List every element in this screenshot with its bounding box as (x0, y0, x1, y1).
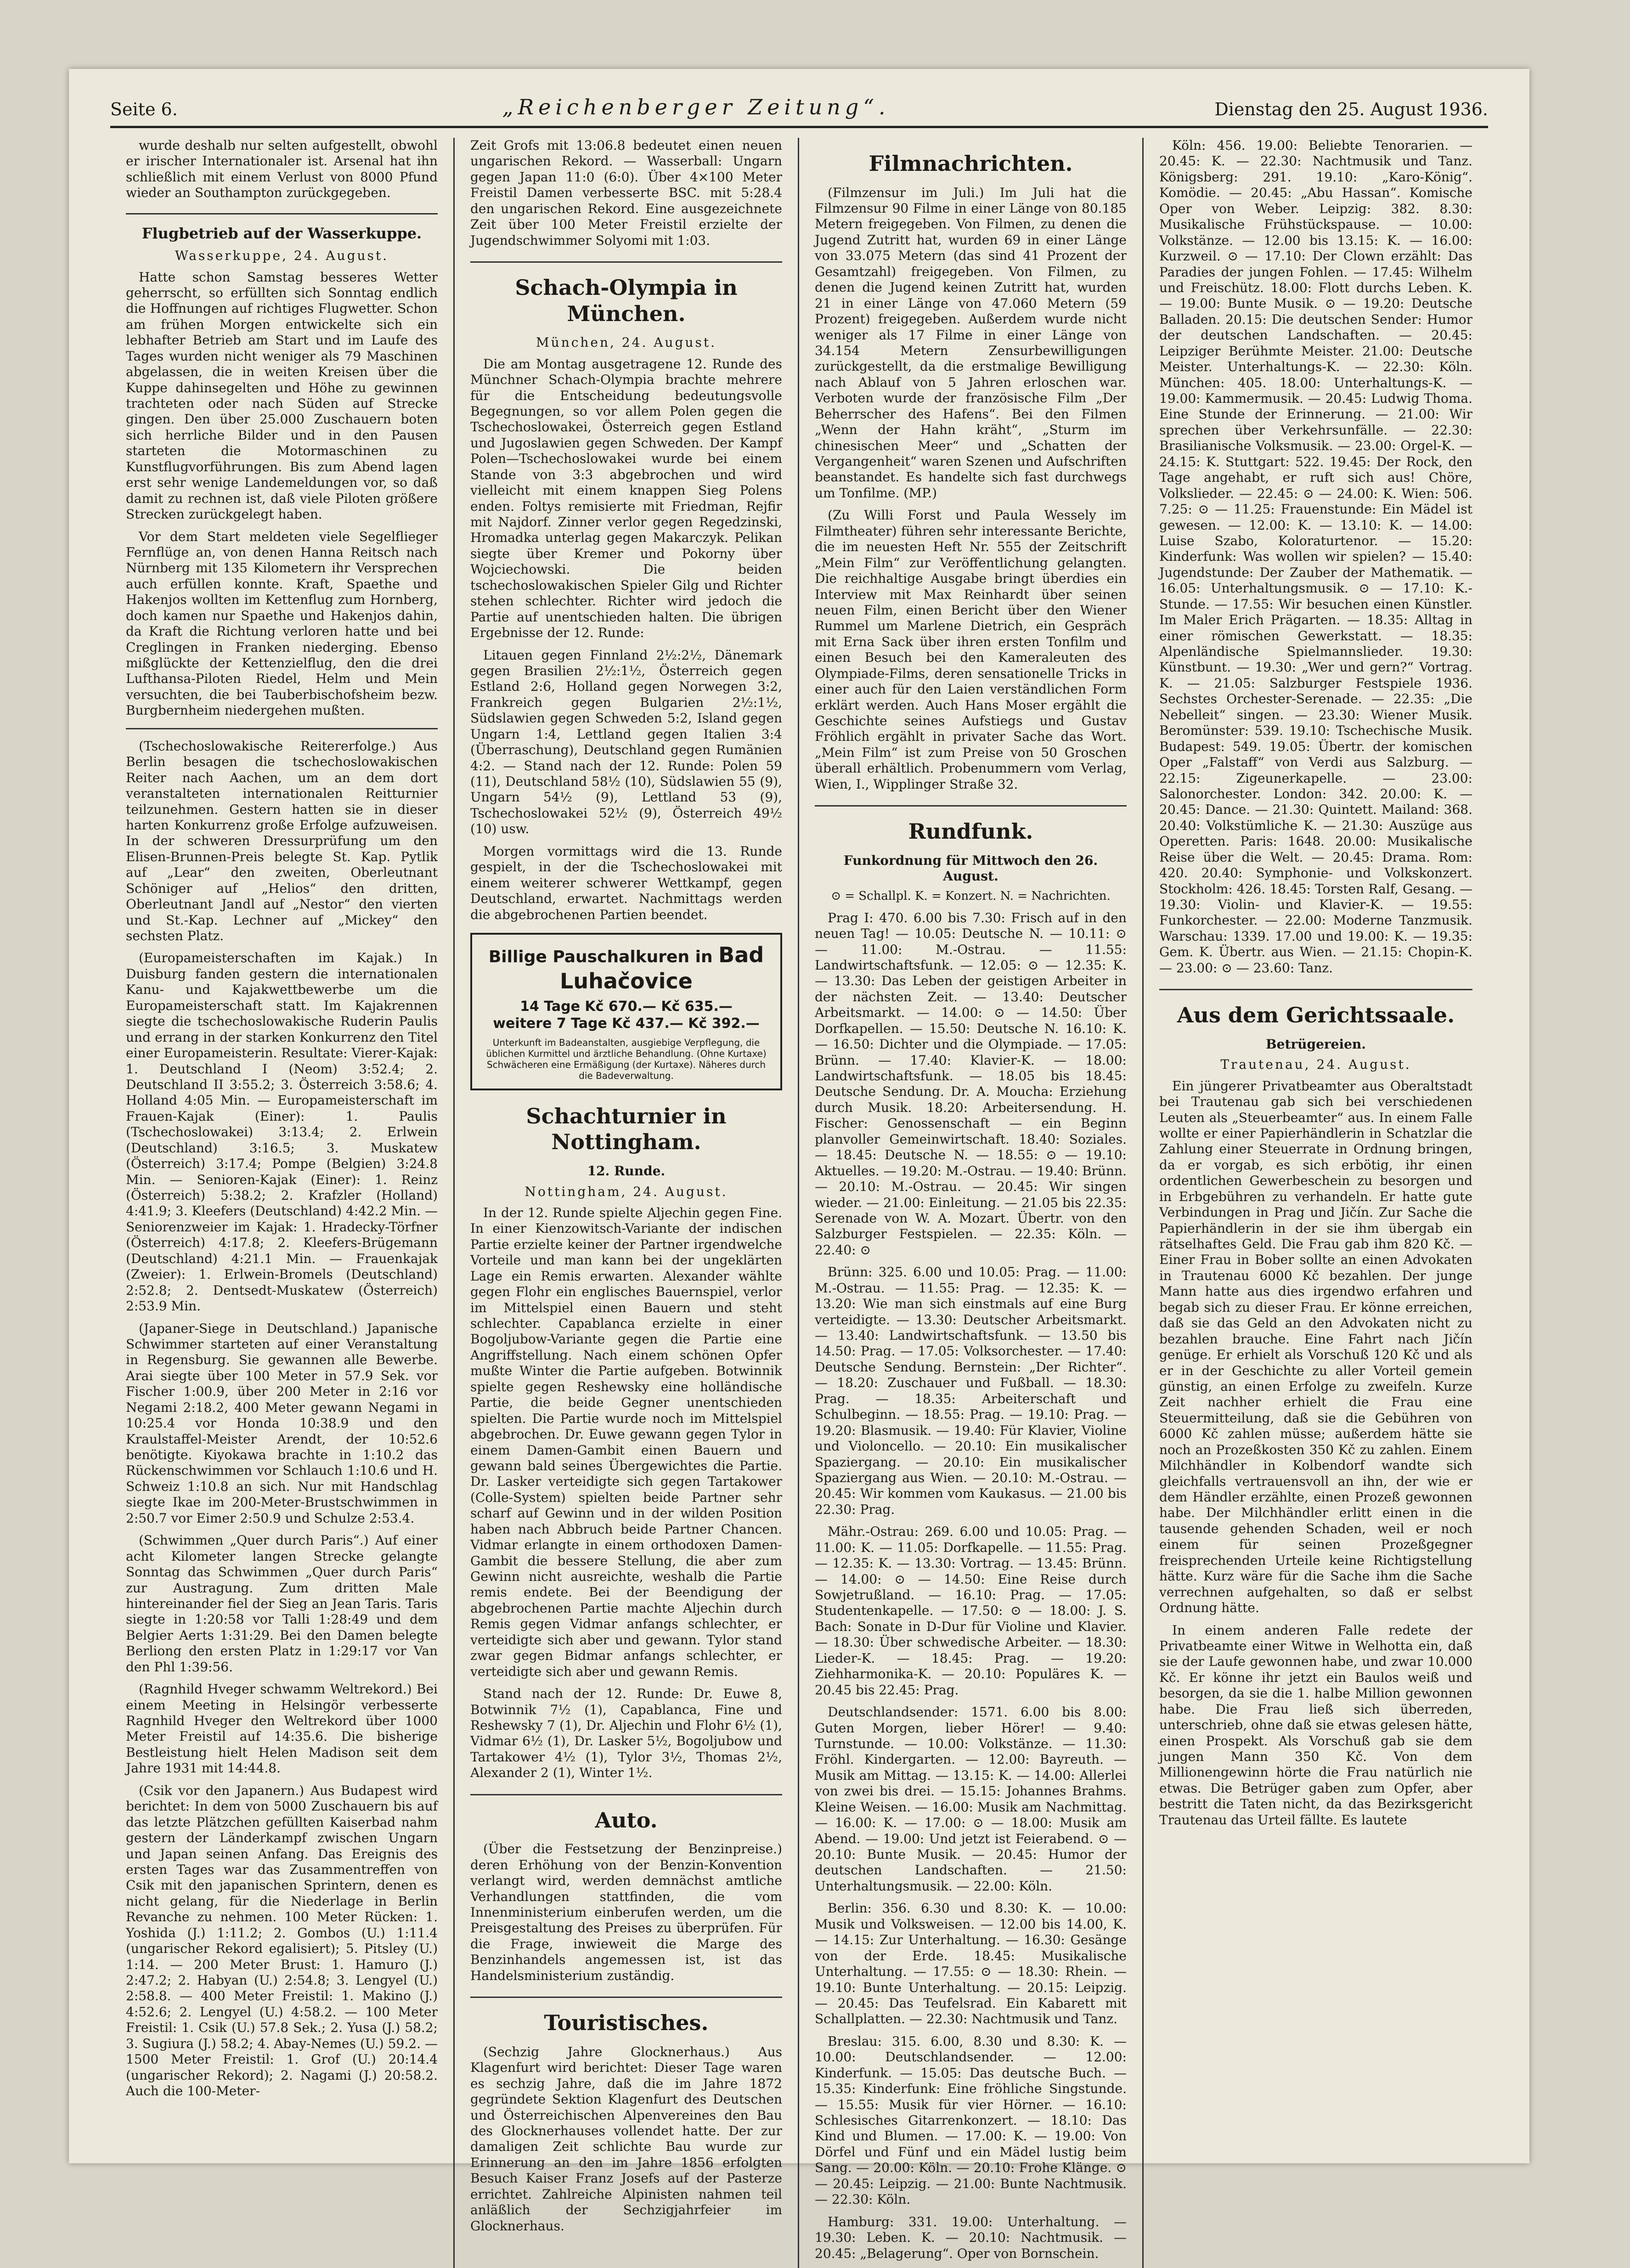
article-paragraph: In einem anderen Falle redete der Privatbeamte einer Witwe in Welhotta ein, daß sie der Laufe gewonnen habe, und zwar 10.000 Kč. Er könne ihr jetzt ein Baulos weiß und besorgen, da sie die 1. halbe Million gewonnen habe. Die Frau ließ sich überreden, unterschrieb, ohne daß sie etwas gelesen hätte, einen Prospekt. Als Vorschuß gab sie dem jungen Mann 350 Kč. Von dem Millionengewinn hörte die Frau natürlich nie etwas. Die Betrüger gaben zum Opfer, aber bestritt die Taten nicht, da das Bezirksgericht Trautenau das Urteil fällte. Es lautete (1159, 1622, 1472, 1828)
article-paragraph: Die am Montag ausgetragene 12. Runde des Münchner Schach-Olympia brachte mehrere für die Entscheidung bedeutungsvolle Begegnungen, so vor allem Polen gegen die Tschechoslowakei, Österreich gegen Estland und Jugoslawien gegen Schweden. Der Kampf Polen—Tschechoslowakei wurde bei einem Stande von 3:3 abgebrochen und wird vielleicht mit einem knappen Sieg Polens enden. Foltys remisierte mit Friedman, Rejfir mit Najdorf. Zinner verlor gegen Regedzinski, Hromadka unterlag gegen Makarczyk. Pelikan siegte über Kremer und Pokorny über Wojciechowski. Die beiden tschechoslowakischen Spieler Gilg und Richter stehen schlechter. Richter wird jedoch die Partie auf unentschieden halten. Die übrigen Ergebnisse der 12. Runde: (470, 356, 782, 641)
headline-schach-olympia: Schach-Olympia in München. (470, 261, 782, 327)
subheadline-betruegereien: Betrügereien. (1265, 1036, 1366, 1052)
ad-prefix: Billige Pauschalkuren in (488, 947, 713, 966)
column-1 (110, 138, 455, 2268)
headline-auto: Auto. (470, 1794, 782, 1834)
station-hamburg: Hamburg: 331. 19.00: Unterhaltung. — 19.30: Leben. K. — 20.10: Nachtmusik. — 20.45: „Belagerung“. Oper von Bornschein. (815, 2214, 1127, 2261)
article-paris: (Schwimmen „Quer durch Paris“.) Auf einer acht Kilometer langen Strecke gelangte Sonntag das Schwimmen „Quer durch Paris“ zur Austragung. Zum dritten Male hintereinander fiel der Sieg an Jean Taris. Taris siegte in 1:20:58 vor Talli 1:28:49 und dem Belgier Aerts 1:31:29. Bei den Damen belegte Berliong den ersten Platz in 1:29:17 vor Van den Phl 1:39:56. (126, 1533, 438, 1675)
column-3 (799, 138, 1144, 2268)
article-paragraph: (Zu Willi Forst und Paula Wessely im Filmtheater) führen sehr interessante Berichte, die im neuesten Heft Nr. 555 der Zeitschrift „Mein Film“ zur Veröffentlichung gelangten. Die reichhaltige Ausgabe bringt überdies ein Interview mit Max Reinhardt über seinen neuen Film, einen Bericht über den Wiener Rummel um Marlene Dietrich, ein Gespräch mit Erna Sack über ihren ersten Tonfilm und einen Besuch bei den Kameraleuten des Olympiade-Films, deren sensationelle Tricks in einer auch für den Laien verständlichen Form erklärt werden. Auch Hans Moser ergählt die Geschichte seines Aufstiegs und Gustav Fröhlich ergählt in privater Sache das Wort. „Mein Film“ ist zum Preise von 50 Groschen überall erhältlich. Probenummern vom Verlag, Wien, I., Wipplinger Straße 32. (815, 508, 1127, 792)
program-subtitle: Funkordnung für Mittwoch den 26. August. (843, 852, 1098, 884)
radio-program-continued: Köln: 456. 19.00: Beliebte Tenorarien. — 20.45: K. — 22.30: Nachtmusik und Tanz. Königsberg: 291. 19.10: „Karo-König“. Komödie. — 20.45: „Abu Hassan“. Komische Oper von Weber. Leipzig: 382. 8.30: Musikalische Frühstückspause. — 10.00: Volkstänze. — 12.00 bis 13.15: K. — 16.00: Kurzweil. ⊙ — 17.10: Der Clown erzählt: Das Paradies der jungen Fohlen. — 17.45: Wilhelm und Freischütz. 18.00: Flott durchs Leben. K. — 19.00: Bunte Musik. ⊙ — 19.20: Deutsche Balladen. 20.15: Die deutschen Sender: Humor der deutschen Landschaften. — 20.45: Leipziger Berühmte Meister. 21.00: Deutsche Meister. Unterhaltungs-K. — 22.30: Köln. München: 405. 18.00: Unterhaltungs-K. — 19.00: Kammermusik. — 20.45: Ludwig Thoma. Eine Stunde der Erinnerung. — 21.00: Wir sprechen über Verkehrsunfälle. — 22.30: Brasilianische Volksmusik. — 23.00: Orgel-K. — 24.15: K. Stuttgart: 522. 19.45: Der Rock, den Tage angehabt, er ruft sich aus! Chöre, Volkslieder. — 22.45: ⊙ — 24.00: K. Wien: 506. 7.25: ⊙ — 11.25: Frauenstunde: Ein Mädel ist gewesen. — 12.00: K. — 13.10: K. — 14.00: Luise Szabo, Koloraturtenor. — 15.20: Kinderfunk: Was wollen wir spielen? — 15.40: Jugendstunde: Der Zauber der Mathematik. — 16.05: Unterhaltungsmusik. ⊙ — 17.10: K.-Stunde. — 17.55: Wir besuchen einen Künstler. Im Maler Erich Prägarten. — 18.35: Alltag in einer römischen Gewerkstatt. — 18.35: Alpenländische Spielmannslieder. 19.30: Künstbunt. — 19.30: „Wer und gern?“ Vortrag. K. — 21.05: Salzburger Festspiele 1936. Sechstes Orchester-Serenade. — 22.35: „Die Nebelleit“ singen. — 23.30: Wiener Musik. Beromünster: 539. 19.10: Tschechische Musik. Budapest: 549. 19.05: Übertr. der komischen Oper „Falstaff“ von Verdi aus Salzburg. — 22.15: Zigeunerkapelle. — 23.00: Salonorchester. London: 342. 20.00: K. — 20.45: Dance. — 21.30: Quintett. Mailand: 368. 20.40: Volkstümliche K. — 21.30: Auszüge aus Operetten. Paris: 1648. 20.00: Musikalische Reise über die Welt. — 20.45: Drama. Rom: 420. 20.40: Symphonie- und Volkskonzert. Stockholm: 426. 18.45: Torsten Ralf, Gesang. — 19.30: Violin- und Klavier-K. — 19.55: Funkorchester. — 22.00: Moderne Tanzmusik. Warschau: 1339. 17.00 und 19.00: K. — 19.35: Gem. K. Übertr. aus Wien. — 21.15: Chopin-K. — 23.00: ⊙ — 23.60: Tanz. (1159, 138, 1472, 976)
station-bruenn: Brünn: 325. 6.00 und 10.05: Prag. — 11.00: M.-Ostrau. — 11.55: Prag. — 12.35: K. — 13.20: Wie man sich einstmals auf eine Burg verteidigte. — 13.30: Deutscher Arbeitsmarkt. — 13.40: Landwirtschaftsfunk. — 13.50 bis 14.50: Prag. — 17.05: Volksorchester. — 17.40: Deutsche Sendung. Bernstein: „Der Richter“. — 18.20: Zuschauer und Fußball. — 18.30: Prag. — 18.35: Arbeiterschaft und Schulbeginn. — 18.55: Prag. — 19.10: Prag. — 19.20: Blasmusik. — 19.40: Für Klavier, Violine und Violoncello. — 20.10: Ein musikalischer Spaziergang. — 20.10: Ein musikalischer Spaziergang aus Wien. — 20.10: M.-Ostrau. — 20.45: Wir kommen vom Kaukasus. — 21.00 bis 22.30: Prag. (815, 1264, 1127, 1517)
headline-schachturnier: Schachturnier in Nottingham. (526, 1103, 727, 1155)
ad-title (479, 942, 774, 994)
headline-flugbetrieb: Flugbetrieb auf der Wasserkuppe. (126, 213, 438, 243)
article-hveger: (Ragnhild Hveger schwamm Weltrekord.) Bei einem Meeting in Helsingör verbesserte Ragnhild Hveger den Weltrekord über 1000 Meter Freistil auf 14:35.6. Die bisherige Bestleistung hielt Helen Madison seit dem Jahre 1931 mit 14:44.8. (126, 1681, 438, 1776)
dateline-muenchen: München, 24. August. (536, 335, 717, 350)
headline-rundfunk: Rundfunk. (815, 805, 1127, 845)
dateline-wasserkuppe: Wasserkuppe, 24. August. (175, 248, 389, 264)
ad-prices (479, 999, 774, 1032)
article-paragraph: Ein jüngerer Privatbeamter aus Oberaltstadt bei Trautenau gab sich bei verschiedenen Leuten als „Steuerbeamter“ aus. In einem Falle wollte er einer Papierhändlerin in Schatzlar die Zahlung einer Steuerrate in Ordnung bringen, da er vorgab, es sich erbötig, ihr einen ordentlichen Gewerbeschein zu besorgen und in Erbgebühren zu verhandeln. Er hatte gute Verbindungen in Prag und Jičín. Zur Sache die Papierhändlerin in der sie ihm übergab ein rätselhaftes Geld. Die Frau gab ihm 820 Kč. — Einer Frau in Bober sollte an einen Advokaten in Trautenau 6000 Kč bezahlen. Der junge Mann hatte aus dies irgendwo erfahren und begab sich zu dieser Frau. Er könne erreichen, daß sie das Geld an den Advokaten nicht zu bezahlen brauche. Eine Fahrt nach Jičín genüge. Er erhielt als Vorschuß 120 Kč und als er in der Geschichte zu aller Vorteil gemein günstig, an einen Erfolge zu zweifeln. Kurze Zeit nachher erhielt die Frau eine Steuermitteilung, daß sie die Gebühren von 6000 Kč zahlen müsse; außerdem hätte sie noch an Prozeßkosten 350 Kč zu zahlen. Einem Milchhändler in Kolbendorf wandte sich gleichfalls vertrauensvoll an ihn, der wie er dem Händler erzählte, einen Prozeß gewonnen habe. Der Milchhändler erlitt einen in die tausende gehenden Schaden, weil er noch einem für seinen Prozeßgegner freisprechenden Urteile keine Richtigstellung hätte. Kurz wäre für die Sache ihm die Sache verrechnen aufgehalten, so daß er selbst Ordnung hätte. (1159, 1078, 1472, 1616)
station-berlin: Berlin: 356. 6.30 und 8.30: K. — 10.00: Musik und Volksweisen. — 12.00 bis 14.00, K. — 14.15: Zur Unterhaltung. — 16.30: Gesänge von der Erde. 18.45: Musikalische Unterhaltung. — 17.55: ⊙ — 18.30: Rhein. — 19.10: Bunte Unterhaltung. — 20.15: Leipzig. — 20.45: Das Teufelsrad. Ein Kabarett mit Schallplatten. — 22.30: Nachtmusik und Tanz. (815, 1901, 1127, 2027)
issue-date: Dienstag den 25. August 1936. (1214, 99, 1488, 119)
article-reiter: (Tschechoslowakische Reitererfolge.) Aus Berlin besagen die tschechoslowakischen Reiter nach Aachen, um an dem dort veranstalteten internationalen Reitturnier teilzunehmen. Gestern hatten sie in dieser harten Konkurrenz große Erfolge aufzuweisen. In der schweren Dressurprüfung um den Elisen-Brunnen-Preis belegte St. Kap. Pytlik auf „Lear“ den zweiten, Oberleutnant Schöniger auf „Helios“ den dritten, Oberleutnant Jandl auf „Nestor“ den vierten und St.-Kap. Lechner auf „Mickey“ den sechsten Platz. (126, 738, 438, 944)
article-continuation: wurde deshalb nur selten aufgestellt, obwohl er irischer Internationaler ist. Arsenal hat ihn schließlich mit einem Verlust von 8000 Pfund wieder an Southampton zurückgegeben. (126, 138, 438, 201)
round-label: 12. Runde. (587, 1163, 666, 1179)
headline-gerichtssaale: Aus dem Gerichtssaale. (1159, 989, 1472, 1028)
article-paragraph: Stand nach der 12. Runde: Dr. Euwe 8, Botwinnik 7½ (1), Capablanca, Fine und Reshewsky 7 (1), Dr. Aljechin und Flohr 6½ (1), Vidmar 6½ (1), Dr. Lasker 5½, Bogoljubow und Tartakower 4½ (1), Tylor 3½, Thomas 2½, Alexander 2 (1), Winter 1½. (470, 1686, 782, 1781)
ad-price-line: 14 Tage Kč 670.— Kč 635.— (520, 999, 733, 1015)
article-paragraph: Morgen vormittags wird die 13. Runde gespielt, in der die Tschechoslowakei mit einem weiterer schwerer Wettkampf, gegen Deutschland, erwartet. Nachmittags werden die abgebrochenen Partien beendet. (470, 843, 782, 922)
page-header (110, 87, 1488, 128)
article-paragraph: Hatte schon Samstag besseres Wetter geherrscht, so erfüllten sich Sonntag endlich die Hoffnungen auf richtiges Flugwetter. Schon am frühen Morgen entwickelte sich ein lebhafter Betrieb am Start und im Laufe des Tages wurden nicht weniger als 79 Maschinen abgelassen, die in weiten Kreisen über die Kuppe dahinsegelten und Höhe zu gewinnen trachteten oder nach Süden auf Strecke gingen. Den über 25.000 Zuschauern boten sich herrliche Bilder und in den Pausen starteten die Motormaschinen zu Kunstflugvorführungen. Bis zum Abend lagen erst sehr wenige Landemeldungen vor, so daß damit zu rechnen ist, daß viele Piloten größere Strecken zurückgelegt haben. (126, 269, 438, 522)
ad-spa-name: Bad Luhačovice (560, 942, 764, 993)
column-2 (455, 138, 799, 2268)
article-continuation: Zeit Grofs mit 13:06.8 bedeutet einen neuen ungarischen Rekord. — Wasserball: Ungarn gegen Japan 11:0 (6:0). Über 4×100 Meter Freistil Damen verbesserte BSC. mit 5:28.4 den ungarischen Rekord. Eine ausgezeichnete Zeit über 100 Meter Freistil erzielte der Jugendschwimmer Solyomi mit 1:03. (470, 138, 782, 248)
divider (126, 728, 438, 729)
article-paragraph: (Über die Festsetzung der Benzinpreise.) deren Erhöhung von der Benzin-Konvention verlangt wird, werden demnächst amtliche Verhandlungen stattfinden, die vom Innenministerium einberufen werden, um die Preisgestaltung des Preises zu überprüfen. Für die Frage, inwieweit die Marge des Benzinhandels angemessen ist, ist das Handelsministerium zuständig. (470, 1841, 782, 1983)
dateline-trautenau: Trautenau, 24. August. (1220, 1057, 1411, 1072)
headline-touristisches: Touristisches. (470, 1997, 782, 2036)
article-paragraph: In der 12. Runde spielte Aljechin gegen Fine. In einer Kienzowitsch-Variante der indischen Partie erzielte keiner der Partner irgendwelche Vorteile und man kann bei der ungeklärten Lage ein Remis erwarten. Alexander wählte gegen Flohr ein englisches Bauernspiel, verlor im Mittelspiel einen Bauern und steht schlechter. Capablanca erzielte in einer Bogoljubow-Variante gegen die Partie eine Angriffstellung. Nach einem schönen Opfer mußte Winter die Partie aufgeben. Botwinnik spielte gegen Reshewsky eine holländische Partie, die beide Gegner unentschieden spielten. Die Partie wurde noch im Mittelspiel abgebrochen. Dr. Euwe gewann gegen Tylor in einem Damen-Gambit einen Bauern und gewann bald seines Übergewichtes die Partie. Dr. Lasker verteidigte sich gegen Tartakower (Colle-System) spielten beide Partner sehr scharf auf Gewinn und in der wilden Position haben nach Abbruch beide Partner Chancen. Vidmar erlangte in einem orthodoxen Damen-Gambit die bessere Stellung, die aber zum Gewinn nicht ausreichte, weshalb die Partie remis endete. Bei der Beendigung der abgebrochenen Partie machte Aljechin durch Remis gegen Vidmar anfangs schlechter, er verteidigte sich aber und gewann. Tylor stand zwar gegen Bidmar anfangs schlechter, er verteidigte sich aber und gewann Remis. (470, 1205, 782, 1679)
article-paragraph: Litauen gegen Finnland 2½:2½, Dänemark gegen Brasilien 2½:1½, Österreich gegen Estland 2:6, Holland gegen Norwegen 3:2, Frankreich gegen Bulgarien 2½:1½, Südslawien gegen Schweden 5:2, Island gegen Ungarn 1:4, Lettland gegen Italien 3:4 (Überraschung), Deutschland gegen Rumänien 4:2. — Stand nach der 12. Runde: Polen 59 (11), Deutschland 58½ (10), Südslawien 55 (9), Ungarn 54½ (9), Lettland 53 (9), Tschechoslowakei 52½ (9), Österreich 49½ (10) usw. (470, 647, 782, 837)
station-prag: Prag I: 470. 6.00 bis 7.30: Frisch auf in den neuen Tag! — 10.05: Deutsche N. — 10.11: ⊙ — 11.00: M.-Ostrau. — 11.55: Landwirtschaftsfunk. — 12.05: ⊙ — 12.35: K. — 13.30: Das Leben der geistigen Arbeiter in der nächsten Zeit. — 13.40: Deutscher Arbeitsmarkt. — 14.00: ⊙ — 14.50: Über Dorfkapellen. — 15.50: Deutsche N. 16.10: K. — 16.50: Dichter und die Olympiade. — 17.05: Brünn. — 17.40: Klavier-K. — 18.00: Landwirtschaftsfunk. — 18.05 bis 18.45: Deutsche Sendung. Dr. A. Moucha: Erziehung durch Musik. 18.20: Arbeitersendung. H. Fischer: Genossenschaft — ein Beginn planvoller Gemeinwirtschaft. 18.40: Soziales. — 18.45: Deutsche N. — 18.55: ⊙ — 19.10: Aktuelles. — 19.20: M.-Ostrau. — 19.40: Brünn. — 20.10: M.-Ostrau. — 20.45: Wir singen wieder. — 21.00: Einleitung. — 21.05 bis 22.35: Serenade von W. A. Mozart. Übertr. von den Salzburger Festspielen. — 22.35: Köln. — 22.40: ⊙ (815, 910, 1127, 1258)
columns (110, 138, 1488, 2261)
article-paragraph: (Filmzensur im Juli.) Im Juli hat die Filmzensur 90 Filme in einer Länge von 80.185 Metern freigegeben. Von Filmen, zu denen die Jugend Zutritt hat, wurden 69 in einer Länge von 33.075 Metern (das sind 41 Prozent der Gesamtzahl) freigegeben. Von Filmen, zu denen die Jugend keinen Zutritt hat, wurden 21 in einer Länge von 47.060 Metern (59 Prozent) freigegeben. Außerdem wurde nicht weniger als 17 Filme in einer Länge von 34.154 Metern Zensurbewilligungen zurückgestellt, da die erstmalige Bewilligung nach Ablauf von 5 Jahren erloschen war. Verboten wurde der französische Film „Der Beherrscher des Hafens“. Bei den Filmen „Wenn der Hahn kräht“, „Sturm im chinesischen Meer“ und „Schatten der Vergangenheit“ waren Szenen und Aufschriften beanstandet. Es handelte sich fast durchwegs um Tonfilme. (MP.) (815, 185, 1127, 501)
column-4 (1144, 138, 1488, 2268)
headline-filmnachrichten: Filmnachrichten. (869, 151, 1073, 176)
page-number: Seite 6. (110, 99, 178, 119)
station-breslau: Breslau: 315. 6.00, 8.30 und 8.30: K. — 10.00: Deutschlandsender. — 12.00: Kinderfunk. — 15.05: Das deutsche Buch. — 15.35: Kinderfunk: Eine fröhliche Singstunde. — 15.55: Musik für vier Hörner. — 16.10: Schlesisches Gitarrenkonzert. — 18.10: Das Kind und Blumen. — 17.00: K. — 19.00: Von Dörfel und Fünf und ein Mädel lustig beim Sang. — 20.00: Köln. — 20.10: Frohe Klänge. ⊙ — 20.45: Leipzig. — 21.00: Bunte Nachtmusik. — 22.30: Köln. (815, 2033, 1127, 2207)
article-japaner: (Japaner-Siege in Deutschland.) Japanische Schwimmer starteten auf einer Veranstaltung in Regensburg. Sie gewannen alle Bewerbe. Arai siegte über 100 Meter in 57.9 Sek. vor Fischer 1:00.9, über 200 Meter in 2:16 vor Negami 2:18.2, 400 Meter gewann Negami in 10:25.4 vor Honda 10:38.9 und den Kraulstaffel-Meister Arendt, der 10:52.6 benötigte. Kiyokawa brachte in 1:10.2 das Rückenschwimmen vor Schlauch 1:10.6 und H. Schweiz 1:10.8 an sich. Nur mit Handschlag siegte Ikae im 200-Meter-Brustschwimmen in 2:50.7 vor Eimer 2:50.9 und Schulze 2:53.4. (126, 1320, 438, 1526)
ad-note: Unterkunft im Badeanstalten, ausgiebige Verpflegung, die üblichen Kurmittel und ärztliche Behandlung. (Ohne Kurtaxe) Schwächeren eine Ermäßigung (der Kurtaxe). Näheres durch die Badeverwaltung. (486, 1037, 767, 1081)
article-csik: (Csik vor den Japanern.) Aus Budapest wird berichtet: In dem von 5000 Zuschauern bis auf das letzte Plätzchen gefüllten Kaiserbad nahm gestern der Länderkampf zwischen Ungarn und Japan seinen Anfang. Das Ereignis des ersten Tages war das Zusammentreffen von Csik mit den japanischen Sprintern, denen es nicht gelang, für die Niederlage in Berlin Revanche zu nehmen. 100 Meter Rücken: 1. Yoshida (J.) 1:11.2; 2. Gombos (U.) 1:11.4 (ungarischer Rekord egalisiert); 5. Pitsley (U.) 1:14. — 200 Meter Brust: 1. Hamuro (J.) 2:47.2; 2. Habyan (U.) 2:54.8; 3. Lengyel (U.) 2:58.8. — 400 Meter Freistil: 1. Makino (J.) 4:52.6; 2. Lengyel (U.) 4:58.2. — 100 Meter Freistil: 1. Csik (U.) 57.8 Sek.; 2. Yusa (J.) 58.2; 3. Sugiura (J.) 58.2; 4. Abay-Nemes (U.) 59.2. — 1500 Meter Freistil: 1. Grof (U.) 20:14.4 (ungarischer Rekord); 2. Nagami (J.) 20:58.2. Auch die 100-Meter- (126, 1783, 438, 2099)
station-mostrau: Mähr.-Ostrau: 269. 6.00 und 10.05: Prag. — 11.00: K. — 11.05: Dorfkapelle. — 11.55: Prag. — 12.35: K. — 13.30: Vortrag. — 13.45: Brünn. — 14.00: ⊙ — 14.50: Eine Reise durch Sowjetrußland. — 16.10: Prag. — 17.05: Studentenkapelle. — 17.50: ⊙ — 18.00: J. S. Bach: Sonate in D-Dur für Violine und Klavier. — 18.30: Über schwedische Arbeiter. — 18.30: Lieder-K. — 18.45: Prag. — 19.20: Ziehharmonika-K. — 20.10: Populäres K. — 20.45 bis 22.45: Prag. (815, 1524, 1127, 1698)
ad-price-line: weitere 7 Tage Kč 437.— Kč 392.— (493, 1016, 760, 1032)
advertisement-luhacovice (470, 933, 782, 1090)
newspaper-page (69, 69, 1529, 2261)
newspaper-title: „Reichenberger Zeitung“. (502, 95, 890, 119)
program-legend: ⊙ = Schallpl. K. = Konzert. N. = Nachrichten. (831, 889, 1111, 903)
article-paragraph: (Sechzig Jahre Glocknerhaus.) Aus Klagenfurt wird berichtet: Dieser Tage waren es sechzig Jahre, daß die im Jahre 1872 gegründete Sektion Klagenfurt des Deutschen und Österreichischen Alpenvereines den Bau des Glocknerhauses vollendet hatte. Der zur damaligen Zeit schlichte Bau wurde zur Erinnerung an den im Jahre 1856 erfolgten Besuch Kaiser Franz Josefs auf der Pasterze errichtet. Zahlreiche Alpinisten nahmen teil anläßlich der Sechzigjahrfeier im Glocknerhaus. (470, 2044, 782, 2234)
article-paragraph: Vor dem Start meldeten viele Segelflieger Fernflüge an, von denen Hanna Reitsch nach Nürnberg mit 135 Kilometern ihr Versprechen auch erfüllen konnte. Kraft, Spaethe und Hakenjos wollten im Kettenflug zum Hornberg, doch kamen nur Spaethe und Hakenjos dahin, da Kraft die Richtung verloren hatte und bei Creglingen in Franken niederging. Ebenso mißglückte der Kettenzielflug, den die drei Lufthansa-Piloten Riedel, Helm und Mein versuchten, die bei Tauberbischofsheim bezw. Burgbernheim niedergehen mußten. (126, 529, 438, 718)
dateline-nottingham: Nottingham, 24. August. (525, 1184, 728, 1199)
article-kajak: (Europameisterschaften im Kajak.) In Duisburg fanden gestern die internationalen Kanu- und Kajakwettbewerbe um die Europameisterschaft statt. Im Kajakrennen siegte die tschechoslowakische Ruderin Paulis und errang in der starken Konkurrenz den Titel einer Europameisterin. Resultate: Vierer-Kajak: 1. Deutschland I (Neom) 3:52.4; 2. Deutschland II 3:55.2; 3. Österreich 3:58.6; 4. Holland 4:05 Min. — Europameisterschaft im Frauen-Kajak (Einer): 1. Paulis (Tschechoslowakei) 3:13.4; 2. Erlwein (Deutschland) 3:16.5; 3. Muskatew (Österreich) 3:17.4; Pompe (Belgien) 3:24.8 Min. — Senioren-Kajak (Einer): 1. Reinz (Österreich) 5:38.2; 2. Krafzler (Holland) 4:41.9; 3. Kleefers (Deutschland) 4:42.2 Min. — Seniorenzweier im Kajak: 1. Hradecky-Törfner (Österreich) 4:17.8; 2. Kleefers-Brügemann (Deutschland) 4:21.1 Min. — Frauenkajak (Zweier): 1. Erlwein-Bromels (Deutschland) 2:52.8; 2. Dentsedt-Muskatew (Österreich) 2:53.9 Min. (126, 950, 438, 1314)
station-deutschlandsender: Deutschlandsender: 1571. 6.00 bis 8.00: Guten Morgen, lieber Hörer! — 9.40: Turnstunde. — 10.00: Volkstänze. — 11.30: Fröhl. Kindergarten. — 12.00: Bayreuth. — Musik am Mittag. — 13.15: K. — 14.00: Allerlei von zwei bis drei. — 15.15: Johannes Brahms. Kleine Weisen. — 16.00: Musik am Nachmittag. — 16.00: K. — 17.00: ⊙ — 18.00: Musik am Abend. — 19.00: Und jetzt ist Feierabend. ⊙ — 20.10: Bunte Musik. — 20.45: Humor der deutschen Landschaften. — 21.50: Unterhaltungsmusik. — 22.00: Köln. (815, 1704, 1127, 1894)
